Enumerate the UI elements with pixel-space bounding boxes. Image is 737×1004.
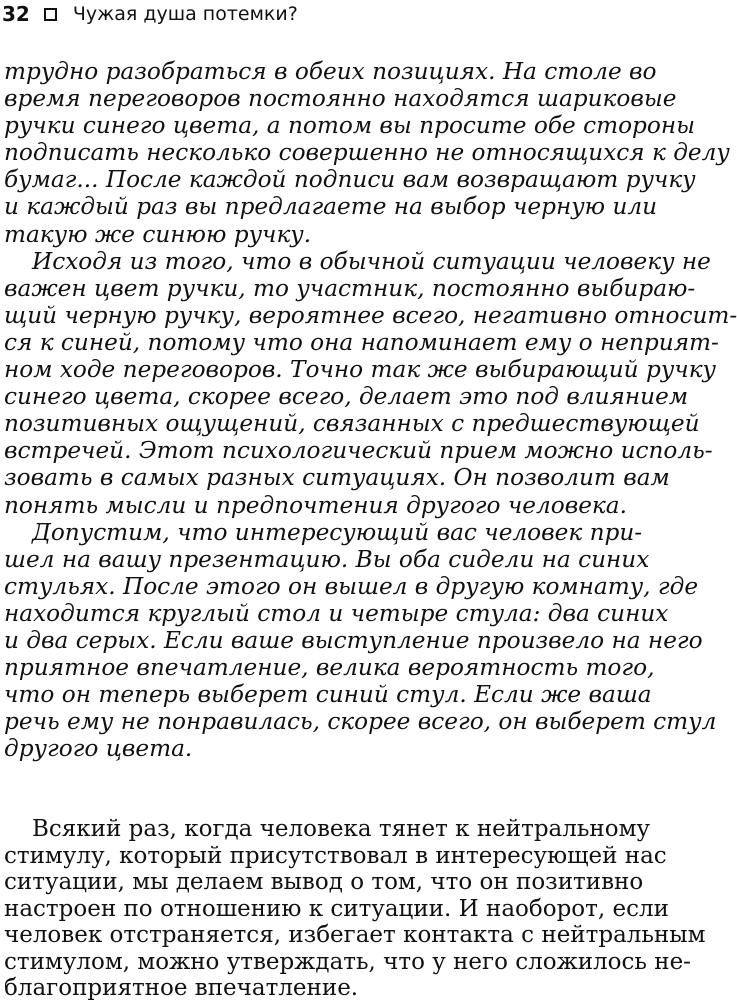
running-title: Чужая душа потемки? [72, 3, 298, 25]
text-line: другого цвета. [4, 735, 193, 763]
text-line: бумаг... После каждой подписи вам возвращают ручку [4, 166, 696, 194]
italic-paragraph [4, 247, 737, 519]
text-line: находится круглый стол и четыре стула: два синих [4, 599, 669, 627]
text-line: трудно разобраться в обеих позициях. На столе во [4, 58, 657, 85]
italic-paragraph [4, 58, 730, 248]
text-line: ручки синего цвета, а потом вы просите обе стороны [4, 112, 696, 140]
text-line: речь ему не понравилась, скорее всего, он выберет стул [4, 708, 717, 736]
page-body [4, 58, 737, 1002]
text-line: ном ходе переговоров. Точно так же выбирающий ручку [4, 356, 716, 384]
text-line: время переговоров постоянно находятся шариковые [4, 85, 677, 113]
paragraph-gap [4, 762, 612, 816]
italic-paragraph [4, 518, 717, 763]
text-line: подписать несколько совершенно не относящихся к делу [4, 139, 730, 167]
text-line: стимулом, можно утверждать, что у него сложилось не- [4, 948, 691, 975]
text-line: синего цвета, скорее всего, делает это под влиянием [4, 383, 689, 411]
text-line: Допустим, что интересующий вас человек при- [32, 518, 643, 546]
page-header [2, 0, 298, 28]
text-line: Исходя из того, что в обычной ситуации человеку не [32, 247, 711, 275]
text-line: и каждый раз вы предлагаете на выбор черную или [4, 193, 658, 221]
text-line: позитивных ощущений, связанных с предшествующей [4, 410, 700, 438]
text-line: ся к синей, потому что она напоминает ему о неприят- [4, 328, 719, 356]
text-line: Всякий раз, когда человека тянет к нейтральному [32, 816, 650, 843]
page-number: 32 [2, 2, 30, 26]
text-line: такую же синюю ручку. [4, 220, 312, 248]
text-line: понять мысли и предпочтения другого человека. [4, 491, 627, 519]
text-line: шел на вашу презентацию. Вы оба сидели на синих [4, 545, 650, 573]
text-line: что он теперь выберет синий стул. Если же ваша [4, 681, 652, 709]
text-line: стимулу, который присутствовал в интересующей нас [4, 842, 667, 869]
italic-passage [4, 58, 737, 763]
text-line: важен цвет ручки, то участник, постоянно выбираю- [4, 274, 696, 302]
text-line: благоприятное впечатление. [4, 975, 359, 1002]
text-line: зовать в самых разных ситуациях. Он позволит вам [4, 464, 670, 492]
text-line: приятное впечатление, велика вероятность того, [4, 654, 655, 682]
text-line: ситуации, мы делаем вывод о том, что он позитивно [4, 869, 644, 896]
text-line: и два серых. Если ваше выступление произвело на него [4, 626, 703, 654]
text-line: человек отстраняется, избегает контакта с нейтральным [4, 922, 706, 949]
text-line: настроен по отношению к ситуации. И наоборот, если [4, 895, 669, 922]
text-line: щий черную ручку, вероятнее всего, негативно относит- [4, 301, 737, 329]
roman-paragraph [4, 816, 706, 1002]
checkbox-square-icon [44, 8, 57, 21]
text-line: стульях. После этого он вышел в другую комнату, где [4, 572, 699, 600]
text-line: встречей. Этот психологический прием можно исполь- [4, 437, 713, 465]
